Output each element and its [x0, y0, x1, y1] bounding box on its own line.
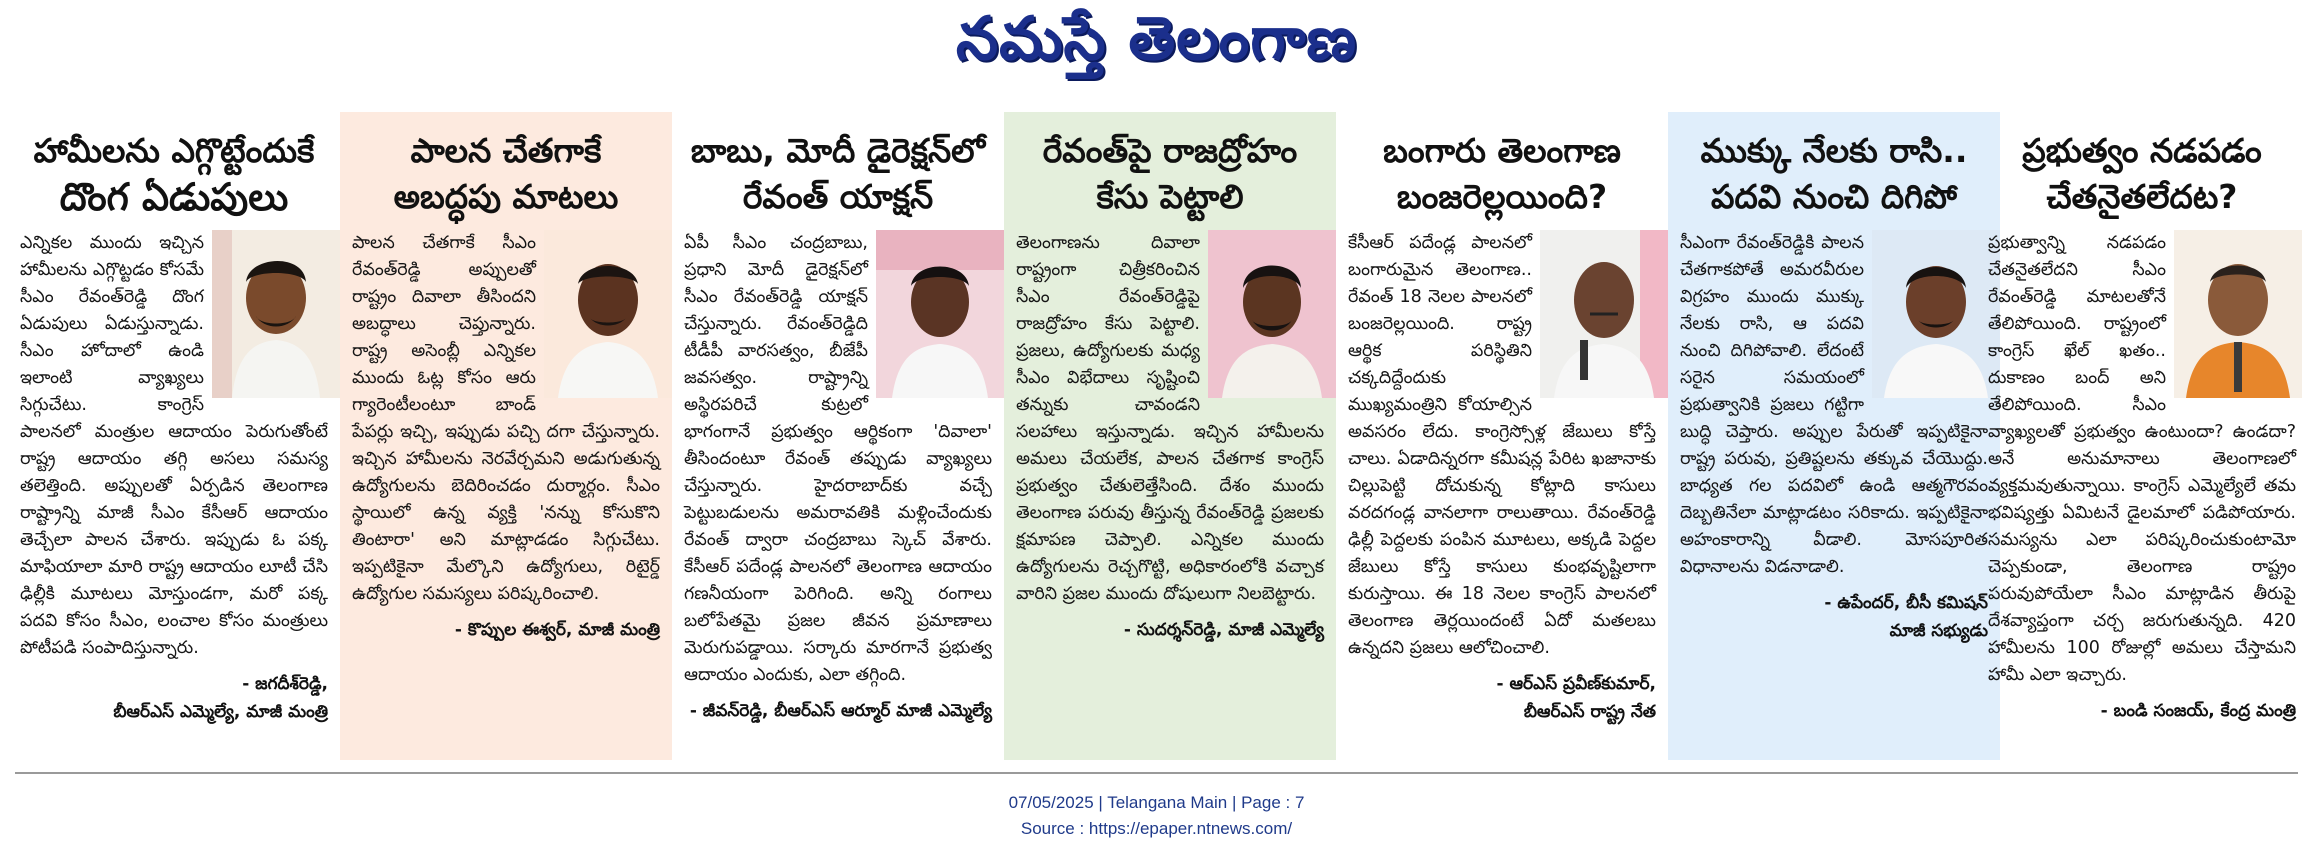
headline-line-2: రేవంత్ యాక్షన్: [742, 177, 934, 216]
article-text: పాలన చేతగాకే సీఎం రేవంత్‌రెడ్డి అప్పులతో రాష్ట్రం దివాలా తీసిందని అబద్ధాలు చెప్తున్నారు. రాష్ట్ర అసెంబ్లీ ఎన్నికల ముందు ఓట్ల కోసం ఆరు గ్యారెంటీలంటూ బాండ్ పేపర్లు ఇచ్చి, ఇప్పుడు పచ్చి దగా చేస్తున్నారు. ఇచ్చిన హామీలను నెరవేర్చమని అడుగుతున్న ఉద్యోగులను బెదిరించడం దుర్మార్గం. సీఎం స్థాయిలో ఉన్న వ్యక్తి 'నన్ను కోసుకొని తింటారా' అని మాట్లాడడం సిగ్గుచేటు. ఇప్పటికైనా మేల్కొని ఉద్యోగులు, రిటైర్డ్ ఉద్యోగుల సమస్యలు పరిష్కరించాలి.: [352, 233, 660, 604]
article-byline: [1348, 670, 1656, 726]
article-body: [1988, 230, 2296, 689]
byline-name: - కొప్పుల ఈశ్వర్, మాజీ మంత్రి: [454, 620, 660, 640]
byline-name: - ఉపేందర్, బీసీ కమిషన్: [1824, 593, 1988, 613]
article-body: [1016, 230, 1324, 608]
article-byline: [1016, 616, 1324, 644]
article-text: ఎన్నికల ముందు ఇచ్చిన హామీలను ఎగ్గొట్టడం కోసమే సీఎం రేవంత్‌రెడ్డి దొంగ ఏడుపులు ఏడుస్తున్నాడు. సీఎం హోదాలో ఉండి ఇలాంటి వ్యాఖ్యలు సిగ్గుచేటు. కాంగ్రెస్ పాలనలో మంత్రుల ఆదాయం పెరుగుతోంటే రాష్ట్ర ఆదాయం తగ్గి అసలు సమస్య తలెత్తింది. అప్పులతో ఏర్పడిన తెలంగాణ రాష్ట్రాన్ని మాజీ సీఎం కేసీఆర్ ఆదాయం తెచ్చేలా పాలన చేశారు. ఇప్పుడు ఓ పక్క మాఫియాలా మారి రాష్ట్ర ఆదాయం లూటీ చేసి ఢిల్లీకి మూటలు మోస్తుండగా, మరో పక్క పదవి కోసం సీఎం, లంచాల కోసం మంత్రులు పోటీపడి సంపాదిస్తున్నారు.: [20, 233, 328, 658]
article-text: తెలంగాణను దివాలా రాష్ట్రంగా చిత్రీకరించిన సీఎం రేవంత్‌రెడ్డిపై రాజద్రోహం కేసు పెట్టాలి. ప్రజలు, ఉద్యోగులకు మధ్య సీఎం విభేదాలు సృష్టించి తన్నుకు చావండని సలహాలు ఇస్తున్నాడు. ఇచ్చిన హామీలను అమలు చేయలేక, పాలన చేతగాక కాంగ్రెస్ ప్రభుత్వం చేతులెత్తేసింది. దేశం ముందు తెలంగాణ పరువు తీస్తున్న రేవంత్‌రెడ్డి ప్రజలకు క్షమాపణ చెప్పాలి. ఎన్నికల ముందు ఉద్యోగులను రెచ్చగొట్టి, అధికారంలోకి వచ్చాక వారిని ప్రజల ముందు దోషులుగా నిలబెట్టారు.: [1016, 233, 1324, 604]
masthead-title: నమస్తే తెలంగాణ: [955, 4, 1358, 74]
headline-line-1: రేవంత్‌పై రాజద్రోహం: [1042, 131, 1298, 170]
article-headline: [1348, 128, 1656, 220]
article-headline: [352, 128, 660, 220]
headline-line-1: బంగారు తెలంగాణ: [1383, 131, 1621, 170]
headline-line-1: హామీలను ఎగ్గొట్టేందుకే: [33, 131, 315, 170]
headline-line-2: పదవి నుంచి దిగిపో: [1711, 177, 1957, 216]
portrait-photo: [1208, 230, 1336, 398]
newspaper-masthead: [0, 4, 2313, 88]
byline-name: - సుదర్శన్‌రెడ్డి, మాజీ ఎమ్మెల్యే: [1123, 620, 1324, 640]
article-column-3: [672, 112, 1004, 760]
byline-name: - బండి సంజయ్, కేంద్ర మంత్రి: [2100, 701, 2296, 721]
article-headline: [1680, 128, 1988, 220]
article-byline: [20, 670, 328, 726]
article-body: [1348, 230, 1656, 662]
article-text: సీఎంగా రేవంత్‌రెడ్డికి పాలన చేతగాకపోతే అమరవీరుల విగ్రహం ముందు ముక్కు నేలకు రాసి, ఆ పదవి నుంచి దిగిపోవాలి. లేదంటే సరైన సమయంలో ప్రభుత్వానికి ప్రజలు గట్టిగా బుద్ధి చెప్తారు. అప్పుల పేరుతో ఇప్పటికైనా రాష్ట్ర పరువు, ప్రతిష్టలను తక్కువ చేయొద్దు. బాధ్యత గల పదవిలో ఉండి ఆత్మగౌరవం దెబ్బతినేలా మాట్లాడటం సరికాదు. ఇప్పటికైనా అహంకారాన్ని వీడాలి. మోసపూరిత విధానాలను విడనాడాలి.: [1680, 233, 1988, 577]
article-body: [352, 230, 660, 608]
byline-name: - ఆర్‌ఎస్ ప్రవీణ్‌కుమార్,: [1496, 674, 1656, 694]
byline-name: - జీవన్‌రెడ్డి, బీఆర్‌ఎస్ ఆర్మూర్ మాజీ ఎమ్మెల్యే: [689, 701, 992, 721]
headline-line-2: బంజరెల్లయింది?: [1396, 177, 1608, 216]
portrait-photo: [544, 230, 672, 398]
headline-line-1: బాబు, మోదీ డైరెక్షన్‌లో: [690, 131, 986, 170]
headline-line-2: అబద్ధపు మాటలు: [393, 177, 619, 216]
article-text: కేసీఆర్ పదేండ్ల పాలనలో బంగారుమైన తెలంగాణ.. రేవంత్ 18 నెలల పాలనలో బంజరెల్లయింది. రాష్ట్ర ఆర్థిక పరిస్థితిని చక్కదిద్దేందుకు ముఖ్యమంత్రిని కోయాల్సిన అవసరం లేదు. కాంగ్రెస్సోళ్ల జేబులు కోస్తే చాలు. ఏడాదిన్నరగా కమీషన్ల పేరిట ఖజానాకు చిల్లుపెట్టి దోచుకున్న కోట్లాది కాసులు వరదగండ్ల వానలాగా రాలుతాయి. రేవంత్‌రెడ్డి ఢిల్లీ పెద్దలకు పంపిన మూటలు, అక్కడి పెద్దల జేబులు కోస్తే కాసులు కుంభవృష్టిలాగా కురుస్తాయి. ఈ 18 నెలల కాంగ్రెస్ పాలనలో తెలంగాణ తెర్లయిందంటే ఏదో మతలబు ఉన్నదని ప్రజలు ఆలోచించాలి.: [1348, 233, 1656, 658]
byline-name: - జగదీశ్‌రెడ్డి,: [242, 674, 328, 694]
footer-divider: [15, 772, 2298, 774]
article-byline: [1988, 697, 2296, 725]
byline-title: మాజీ సభ్యుడు: [1889, 621, 1988, 641]
article-headline: [1988, 128, 2296, 220]
portrait-photo: [212, 230, 340, 398]
article-headline: [684, 128, 992, 220]
byline-title: బీఆర్‌ఎస్ రాష్ట్ర నేత: [1523, 702, 1656, 722]
article-text: ప్రభుత్వాన్ని నడపడం చేతనైతలేదని సీఎం రేవంత్‌రెడ్డి మాటలతోనే తేలిపోయింది. రాష్ట్రంలో కాంగ్రెస్ ఖేల్ ఖతం.. దుకాణం బంద్‌ అని తేలిపోయింది. సీఎం వ్యాఖ్యలతో ప్రభుత్వం ఉంటుందా? ఉండదా? అనే అనుమానాలు తెలంగాణలో వ్యక్తమవుతున్నాయి. కాంగ్రెస్ ఎమ్మెల్యేలే తమ భవిష్యత్తు ఏమిటనే డైలమాలో పడిపోయారు. సమస్యను ఎలా పరిష్కరించుకుంటామో చెప్పకుండా, తెలంగాణ రాష్ట్రం పరువుపోయేలా సీఎం మాట్లాడిన తీరుపై దేశవ్యాప్తంగా చర్చ జరుగుతున్నది. 420 హామీలను 100 రోజుల్లో అమలు చేస్తామని హామీ ఎలా ఇచ్చారు.: [1988, 233, 2296, 685]
article-body: [684, 230, 992, 689]
byline-title: బీఆర్‌ఎస్ ఎమ్మెల్యే, మాజీ మంత్రి: [113, 702, 328, 722]
article-column-1: [8, 112, 340, 760]
article-byline: [1680, 589, 1988, 645]
article-byline: [352, 616, 660, 644]
headline-line-1: ముక్కు నేలకు రాసి..: [1700, 131, 1968, 170]
article-column-7: [1976, 112, 2308, 760]
footer-date-page: 07/05/2025 | Telangana Main | Page : 7: [1008, 793, 1305, 812]
article-column-6: [1668, 112, 2000, 760]
article-column-2: [340, 112, 672, 760]
portrait-photo: [2174, 230, 2302, 398]
headline-line-2: చేతనైతలేదట?: [2046, 177, 2238, 216]
headline-line-1: పాలన చేతగాకే: [410, 131, 602, 170]
article-headline: [20, 128, 328, 220]
article-headline: [1016, 128, 1324, 220]
portrait-photo: [1540, 230, 1668, 398]
article-body: [1680, 230, 1988, 581]
headline-line-2: కేసు పెట్టాలి: [1096, 177, 1244, 216]
headline-line-1: ప్రభుత్వం నడపడం: [2022, 131, 2262, 170]
portrait-photo: [876, 230, 1004, 398]
article-column-4: [1004, 112, 1336, 760]
page-footer: [0, 790, 2313, 842]
article-text: ఏపీ సీఎం చంద్రబాబు, ప్రధాని మోదీ డైరెక్షన్‌లో సీఎం రేవంత్‌రెడ్డి యాక్షన్ చేస్తున్నారు. రేవంత్‌రెడ్డిది టీడీపీ వారసత్వం, బీజేపీ జవసత్వం. రాష్ట్రాన్ని అస్థిరపరిచే కుట్రలో భాగంగానే ప్రభుత్వం ఆర్థికంగా 'దివాలా' తీసిందంటూ రేవంత్ తప్పుడు వ్యాఖ్యలు చేస్తున్నారు. హైదరాబాద్‌కు వచ్చే పెట్టుబడులను అమరావతికి మళ్లించేందుకు రేవంత్ ద్వారా చంద్రబాబు స్కెచ్ వేశారు. కేసీఆర్ పదేండ్ల పాలనలో తెలంగాణ ఆదాయం గణనీయంగా పెరిగింది. అన్ని రంగాలు బలోపేతమై ప్రజల జీవన ప్రమాణాలు మెరుగుపడ్డాయి. సర్కారు మారగానే ప్రభుత్వ ఆదాయం ఎందుకు, ఎలా తగ్గింది.: [684, 233, 992, 685]
article-body: [20, 230, 328, 662]
article-columns: [0, 112, 2313, 762]
article-byline: [684, 697, 992, 725]
headline-line-2: దొంగ ఏడుపులు: [59, 175, 289, 219]
footer-source: Source : https://epaper.ntnews.com/: [1020, 819, 1293, 838]
article-column-5: [1336, 112, 1668, 760]
